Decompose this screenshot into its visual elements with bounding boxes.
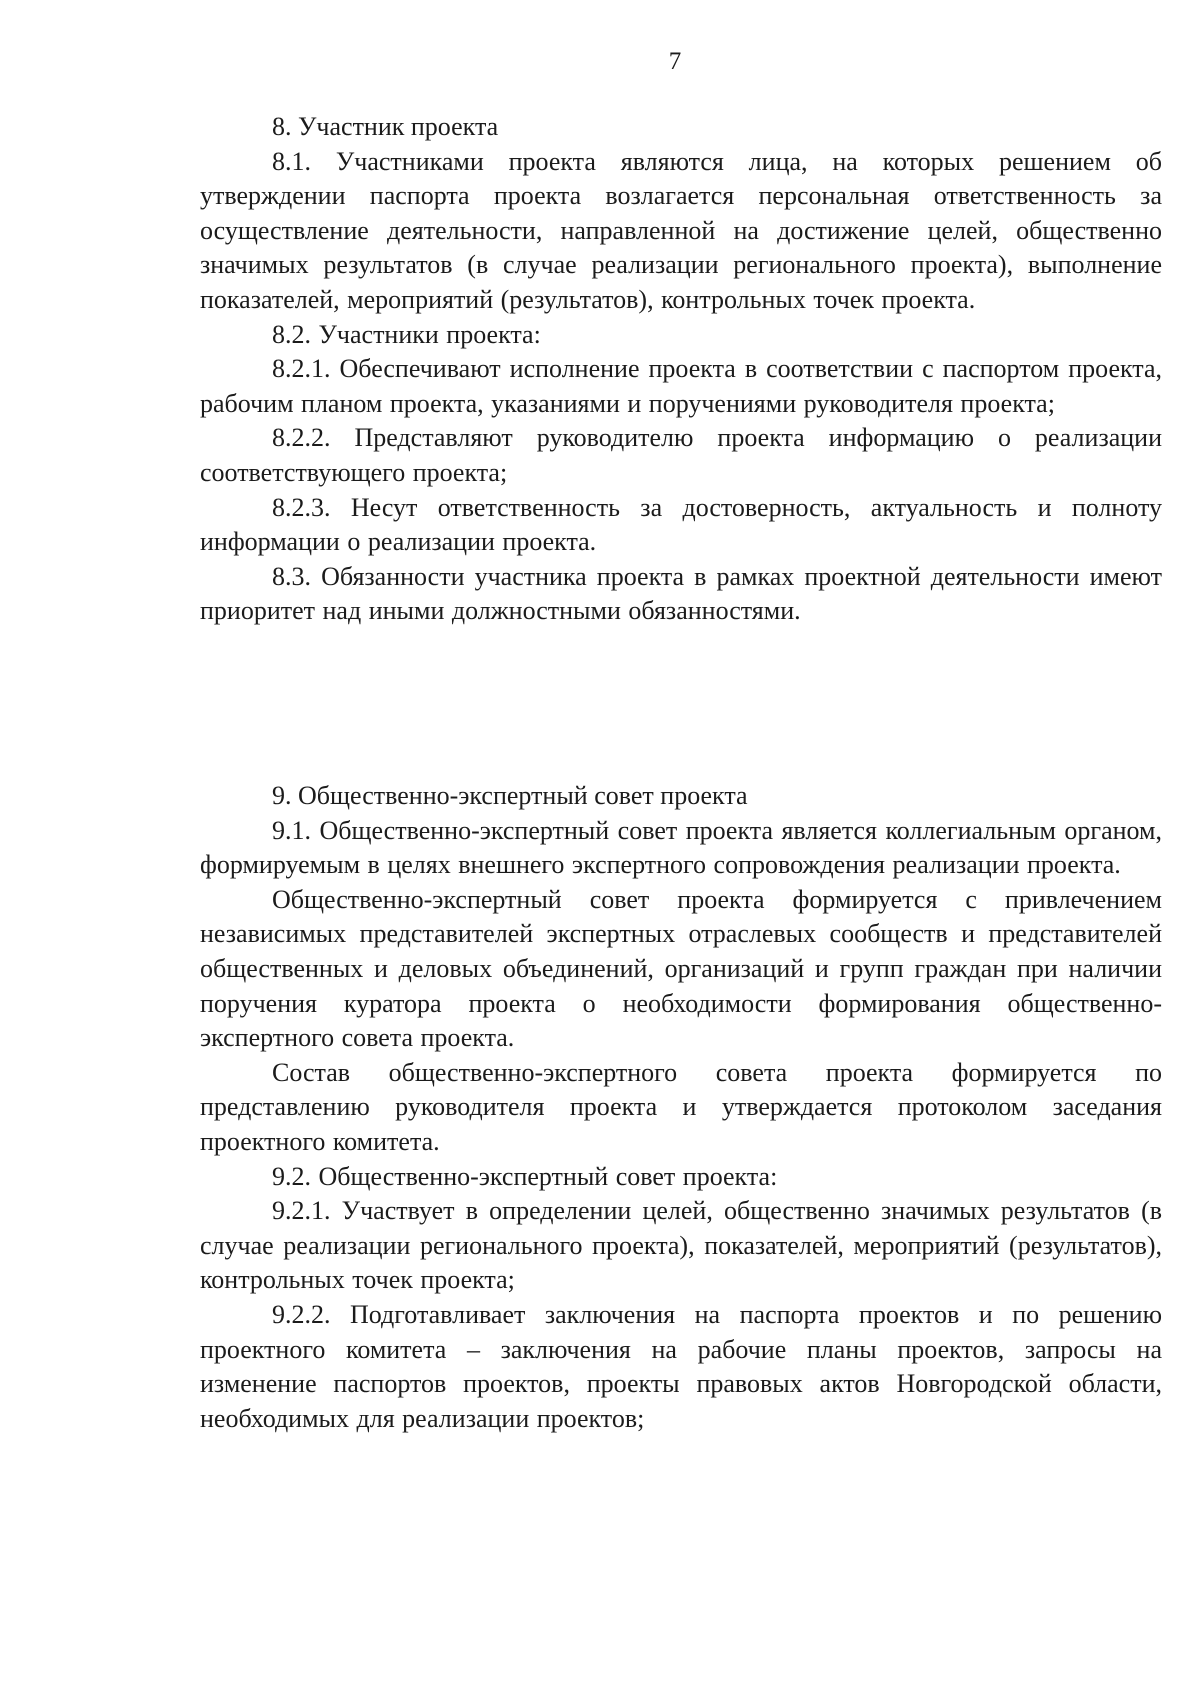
section-heading: 8. Участник проекта bbox=[272, 112, 499, 141]
section-8 bbox=[200, 110, 1162, 629]
paragraph-9-2: 9.2. Общественно-экспертный совет проекта: bbox=[272, 1161, 778, 1191]
paragraph-8-2-2: 8.2.2. Представляют руководителю проекта информацию о реализации соответствующего проекта; bbox=[200, 423, 1162, 487]
paragraph-8-2-3: 8.2.3. Несут ответственность за достоверность, актуальность и полноту информации о реализации проекта. bbox=[200, 492, 1162, 557]
paragraph-9-1-composition: Общественно-экспертный совет проекта формируется с привлечением независимых представителей экспертных отраслевых сообществ и представителей общественных и деловых объединений, организаций и групп граждан при наличии поручения куратора проекта о необходимости формирования общественно-экспертного совета проекта. bbox=[200, 884, 1162, 1053]
paragraph-8-2-1: 8.2.1. Обеспечивают исполнение проекта в соответствии с паспортом проекта, рабочим планом проекта, указаниями и поручениями руководителя проекта; bbox=[200, 354, 1162, 418]
paragraph-8-1: 8.1. Участниками проекта являются лица, на которых решением об утверждении паспорта проекта возлагается персональная ответственность за осуществление деятельности, направленной на достижение целей, общественно значимых результатов (в случае реализации регионального проекта), выполнение показателей, мероприятий (результатов), контрольных точек проекта. bbox=[200, 146, 1162, 314]
paragraph-8-3: 8.3. Обязанности участника проекта в рамках проектной деятельности имеют приоритет над иными должностными обязанностями. bbox=[200, 561, 1162, 626]
paragraph-9-1-membership: Состав общественно-экспертного совета проекта формируется по представлению руководителя проекта и утверждается протоколом заседания проектного комитета. bbox=[200, 1057, 1162, 1156]
section-heading: 9. Общественно-экспертный совет проекта bbox=[272, 781, 748, 810]
paragraph-9-1: 9.1. Общественно-экспертный совет проекта является коллегиальным органом, формируемым в целях внешнего экспертного сопровождения реализации проекта. bbox=[200, 815, 1162, 880]
paragraph-9-2-1: 9.2.1. Участвует в определении целей, общественно значимых результатов (в случае реализации регионального проекта), показателей, мероприятий (результатов), контрольных точек проекта; bbox=[200, 1196, 1162, 1295]
page-number: 7 bbox=[668, 48, 682, 75]
section-9 bbox=[200, 779, 1162, 1436]
paragraph-9-2-2: 9.2.2. Подготавливает заключения на паспорта проектов и по решению проектного комитета – заключения на рабочие планы проектов, запросы на изменение паспортов проектов, проекты правовых актов Новгородской области, необходимых для реализации проектов; bbox=[200, 1299, 1162, 1433]
paragraph-8-2: 8.2. Участники проекта: bbox=[272, 319, 541, 349]
